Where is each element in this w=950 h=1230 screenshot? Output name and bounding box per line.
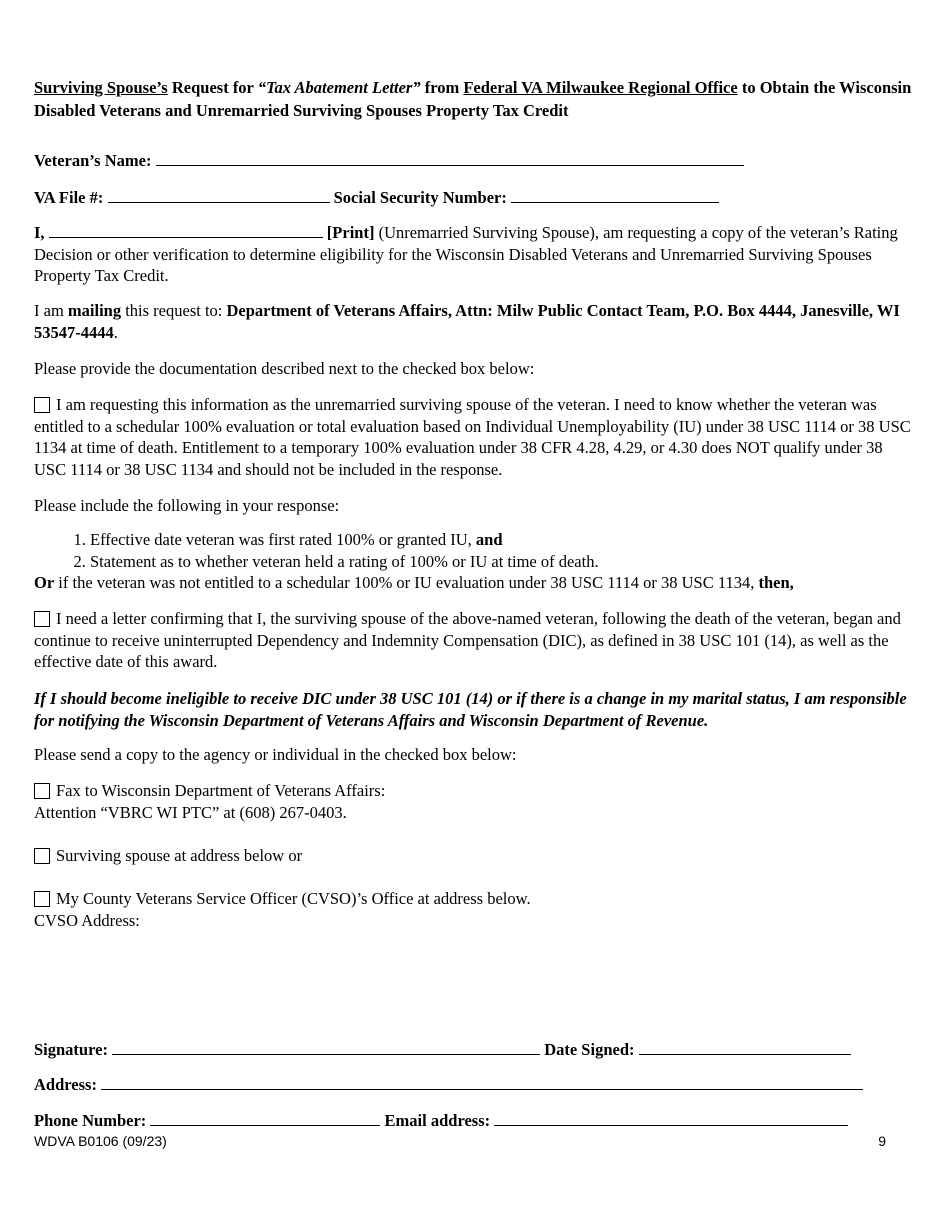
fax-checkbox[interactable]: [34, 783, 50, 799]
option-iu-paragraph: [34, 394, 916, 480]
option-dic-paragraph: [34, 608, 916, 673]
fax-text: Fax to Wisconsin Department of Veterans Affairs:: [56, 781, 386, 800]
signature-row: [34, 1039, 851, 1060]
include-instruction: Please include the following in your response:: [34, 496, 340, 515]
or-text: if the veteran was not entitled to a schedular 100% or IU evaluation under 38 USC 1114 or 38 USC 1134,: [54, 573, 759, 592]
ssn-field[interactable]: [511, 187, 719, 203]
send-option-fax: [34, 780, 916, 823]
title-part: Surviving Spouse’s: [34, 78, 168, 97]
list-item-text: Effective date veteran was first rated 100% or granted IU,: [90, 530, 476, 549]
mailing-text: this request to:: [121, 301, 227, 320]
then-bold: then,: [758, 573, 794, 592]
contact-row: [34, 1110, 848, 1131]
provide-instruction: Please provide the documentation described next to the checked box below:: [34, 359, 535, 378]
list-item-text: Statement as to whether veteran held a rating of 100% or IU at time of death.: [90, 551, 599, 571]
signature-label: Signature:: [34, 1040, 108, 1059]
mailing-text: .: [113, 322, 118, 342]
spouse-text: Surviving spouse at address below or: [56, 846, 303, 865]
page-number: 9: [878, 1133, 886, 1149]
title-part: to Obtain the Wisconsin Disabled Veterans and Unremarried Surviving Spouses Property Tax Credit: [34, 78, 912, 120]
option-dic-text: I need a letter confirming that I, the surviving spouse of the above-named veteran, following the death of the veteran, began and continue to receive uninterrupted Dependency and Indemnity Compensation (DIC), as defined in 38 USC 101 (14), as well as the effective date of this award.: [34, 609, 901, 671]
va-file-row: [34, 187, 719, 208]
list-item: [90, 529, 916, 551]
option-iu-checkbox[interactable]: [34, 397, 50, 413]
or-bold: Or: [34, 573, 55, 592]
list-item: [90, 551, 916, 573]
phone-field[interactable]: [150, 1110, 380, 1126]
veteran-name-label: Veteran’s Name:: [34, 151, 152, 170]
title-part: Request for: [167, 78, 258, 97]
intro-paragraph: [34, 222, 916, 287]
cvso-checkbox[interactable]: [34, 891, 50, 907]
form-title: [34, 76, 916, 122]
veteran-name-field[interactable]: [156, 150, 744, 166]
address-field[interactable]: [101, 1074, 863, 1090]
phone-label: Phone Number:: [34, 1111, 147, 1130]
form-id: WDVA B0106 (09/23): [34, 1133, 167, 1149]
or-line: [34, 572, 916, 594]
title-part: “Tax Abatement Letter”: [257, 78, 421, 97]
date-signed-label: Date Signed:: [544, 1040, 635, 1059]
mailing-paragraph: [34, 300, 916, 343]
address-label: Address:: [34, 1075, 97, 1094]
option-iu-text: I am requesting this information as the unremarried surviving spouse of the veteran. I need to know whether the veteran was entitled to a schedular 100% evaluation or total evaluation based on Individual Unemployability (IU) under 38 USC 1114 or 38 USC 1134 at time of death. Entitlement to a temporary 100% evaluation under 38 CFR 4.28, 4.29, or 4.30 does NOT qualify under 38 USC 1114 or 38 USC 1134 and should not be included in the response.: [34, 395, 911, 479]
title-part: Federal VA Milwaukee Regional Office: [463, 78, 738, 97]
list-item-bold: and: [475, 530, 503, 549]
print-name-field[interactable]: [49, 223, 323, 238]
va-file-label: VA File #:: [34, 188, 104, 207]
title-part: from: [420, 78, 464, 97]
email-field[interactable]: [494, 1110, 848, 1126]
cvso-text: My County Veterans Service Officer (CVSO)’s Office at address below.: [56, 889, 531, 908]
warning-paragraph: If I should become ineligible to receive DIC under 38 USC 101 (14) or if there is a change in my marital status, I am responsible for notifying the Wisconsin Department of Veterans Affairs and Wisconsin Department of Revenue.: [34, 689, 907, 730]
send-option-cvso: [34, 888, 916, 931]
cvso-address-label: CVSO Address:: [34, 910, 140, 930]
email-label: Email address:: [384, 1111, 491, 1130]
signature-field[interactable]: [112, 1039, 540, 1055]
mailing-text: I am: [34, 301, 68, 320]
fax-attention-text: Attention “VBRC WI PTC” at (608) 267-0403.: [34, 802, 347, 822]
option-dic-checkbox[interactable]: [34, 611, 50, 627]
send-instruction: Please send a copy to the agency or individual in the checked box below:: [34, 745, 517, 764]
veteran-name-row: [34, 150, 744, 171]
page-footer: [34, 1133, 886, 1149]
print-label: [Print]: [326, 223, 375, 242]
mailing-address: Department of Veterans Affairs, Attn: Milw Public Contact Team, P.O. Box 4444, Janesville, WI 53547-4444: [34, 301, 900, 342]
va-file-field[interactable]: [108, 187, 330, 203]
spouse-checkbox[interactable]: [34, 848, 50, 864]
intro-text: (Unremarried Surviving Spouse), am requesting a copy of the veteran’s Rating Decision or other verification to determine eligibility for the Wisconsin Disabled Veterans and Unremarried Surviving Spouses Property Tax Credit.: [34, 223, 898, 285]
response-list: [34, 529, 916, 594]
address-row: [34, 1074, 863, 1095]
send-option-spouse: [34, 845, 916, 867]
date-signed-field[interactable]: [639, 1039, 851, 1055]
mailing-bold: mailing: [67, 301, 122, 320]
intro-i: I,: [34, 223, 45, 242]
ssn-label: Social Security Number:: [333, 188, 507, 207]
